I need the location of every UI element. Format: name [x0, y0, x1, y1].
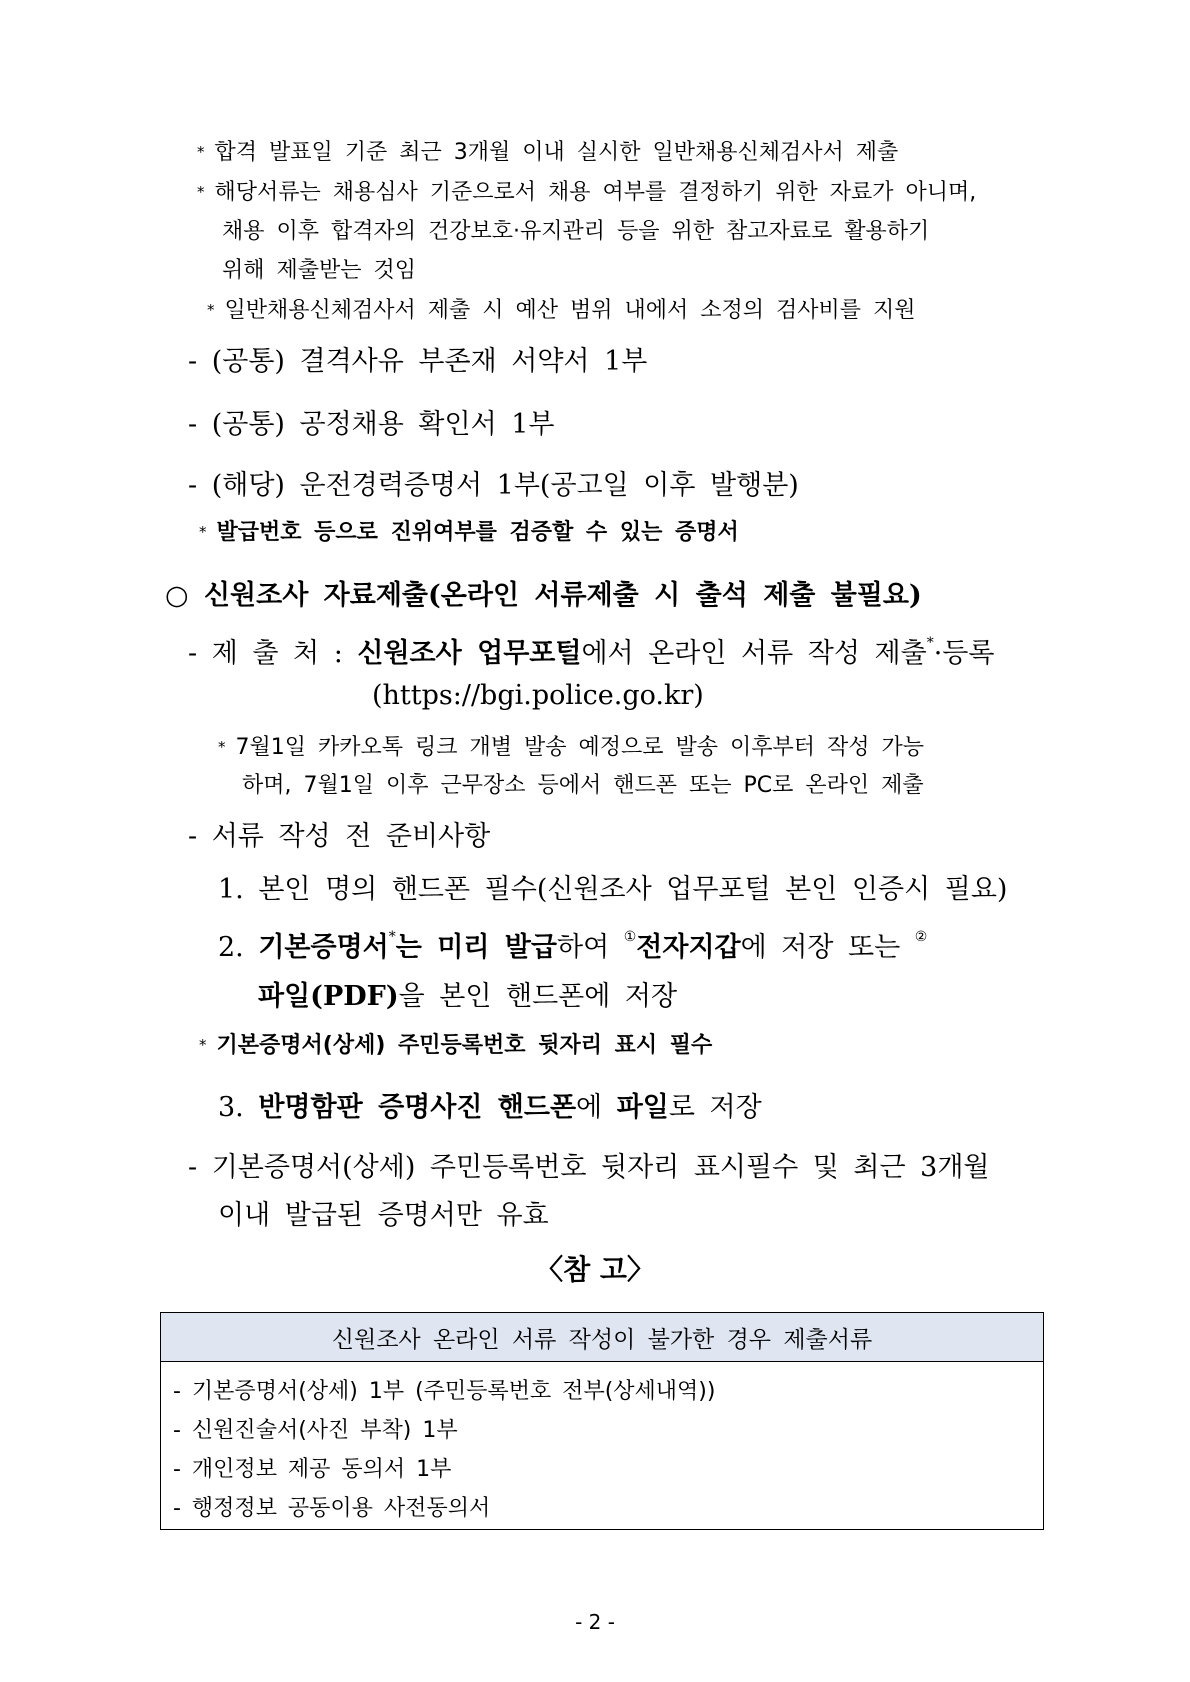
- asterisk-icon: *: [199, 1036, 207, 1054]
- validity-note: - 기본증명서(상세) 주민등록번호 뒷자리 표시필수 및 최근 3개월: [188, 1152, 990, 1183]
- asterisk-icon: *: [199, 523, 207, 541]
- prep-item-photo: 3. 반명함판 증명사진 핸드폰에 파일로 저장: [218, 1092, 762, 1123]
- validity-note-cont: 이내 발급된 증명서만 유효: [218, 1200, 549, 1231]
- list-item: - 신원진술서(사진 부착) 1부: [173, 1418, 458, 1443]
- note-document-purpose: * 해당서류는 채용심사 기준으로서 채용 여부를 결정하기 위한 자료가 아니며,: [197, 180, 977, 205]
- note-verification: * 발급번호 등으로 진위여부를 검증할 수 있는 증명서: [199, 520, 739, 545]
- note-document-purpose-cont2: 위해 제출받는 것임: [222, 258, 417, 283]
- list-item: - 기본증명서(상세) 1부 (주민등록번호 전부(상세내역)): [173, 1379, 716, 1404]
- note-resident-number: * 기본증명서(상세) 주민등록번호 뒷자리 표시 필수: [199, 1033, 713, 1058]
- note-kakao-link: * 7월1일 카카오톡 링크 개별 발송 예정으로 발송 이후부터 작성 가능: [218, 735, 924, 760]
- reference-box: [160, 1312, 1044, 1530]
- asterisk-icon: *: [218, 738, 226, 756]
- list-item: - 행정정보 공동이용 사전동의서: [173, 1496, 491, 1521]
- prep-item-phone: 1. 본인 명의 핸드폰 필수(신원조사 업무포털 본인 인증시 필요): [218, 874, 1008, 905]
- note-document-purpose-cont1: 채용 이후 합격자의 건강보호·유지관리 등을 위한 참고자료로 활용하기: [222, 219, 930, 244]
- asterisk-icon: *: [207, 301, 215, 319]
- asterisk-icon: *: [197, 143, 205, 161]
- prep-item-certificate-cont: 파일(PDF)을 본인 핸드폰에 저장: [258, 981, 678, 1012]
- submit-location: - 제 출 처 : 신원조사 업무포털에서 온라인 서류 작성 제출*·등록: [188, 635, 995, 669]
- item-fair-hiring: - (공통) 공정채용 확인서 1부: [188, 409, 555, 440]
- prep-item-certificate: 2. 기본증명서*는 미리 발급하여 ①전자지갑에 저장 또는 ②: [218, 929, 928, 963]
- asterisk-icon: *: [197, 183, 205, 201]
- note-health-exam: * 합격 발표일 기준 최근 3개월 이내 실시한 일반채용신체검사서 제출: [197, 140, 899, 165]
- section-title: ○ 신원조사 자료제출(온라인 서류제출 시 출석 제출 불필요): [165, 580, 922, 611]
- reference-box-list: [161, 1362, 1043, 1528]
- reference-title: 〈참 고〉: [535, 1253, 655, 1286]
- item-pledge: - (공통) 결격사유 부존재 서약서 1부: [188, 346, 648, 377]
- list-item: - 개인정보 제공 동의서 1부: [173, 1457, 452, 1482]
- item-driving-record: - (해당) 운전경력증명서 1부(공고일 이후 발행분): [188, 470, 799, 501]
- prep-title: - 서류 작성 전 준비사항: [188, 821, 491, 852]
- note-kakao-link-cont: 하며, 7월1일 이후 근무장소 등에서 핸드폰 또는 PC로 온라인 제출: [242, 773, 924, 798]
- submit-url: (https://bgi.police.go.kr): [372, 680, 704, 711]
- note-exam-fee: * 일반채용신체검사서 제출 시 예산 범위 내에서 소정의 검사비를 지원: [207, 298, 916, 323]
- page-number: - 2 -: [575, 1610, 615, 1634]
- reference-box-header: 신원조사 온라인 서류 작성이 불가한 경우 제출서류: [161, 1313, 1043, 1362]
